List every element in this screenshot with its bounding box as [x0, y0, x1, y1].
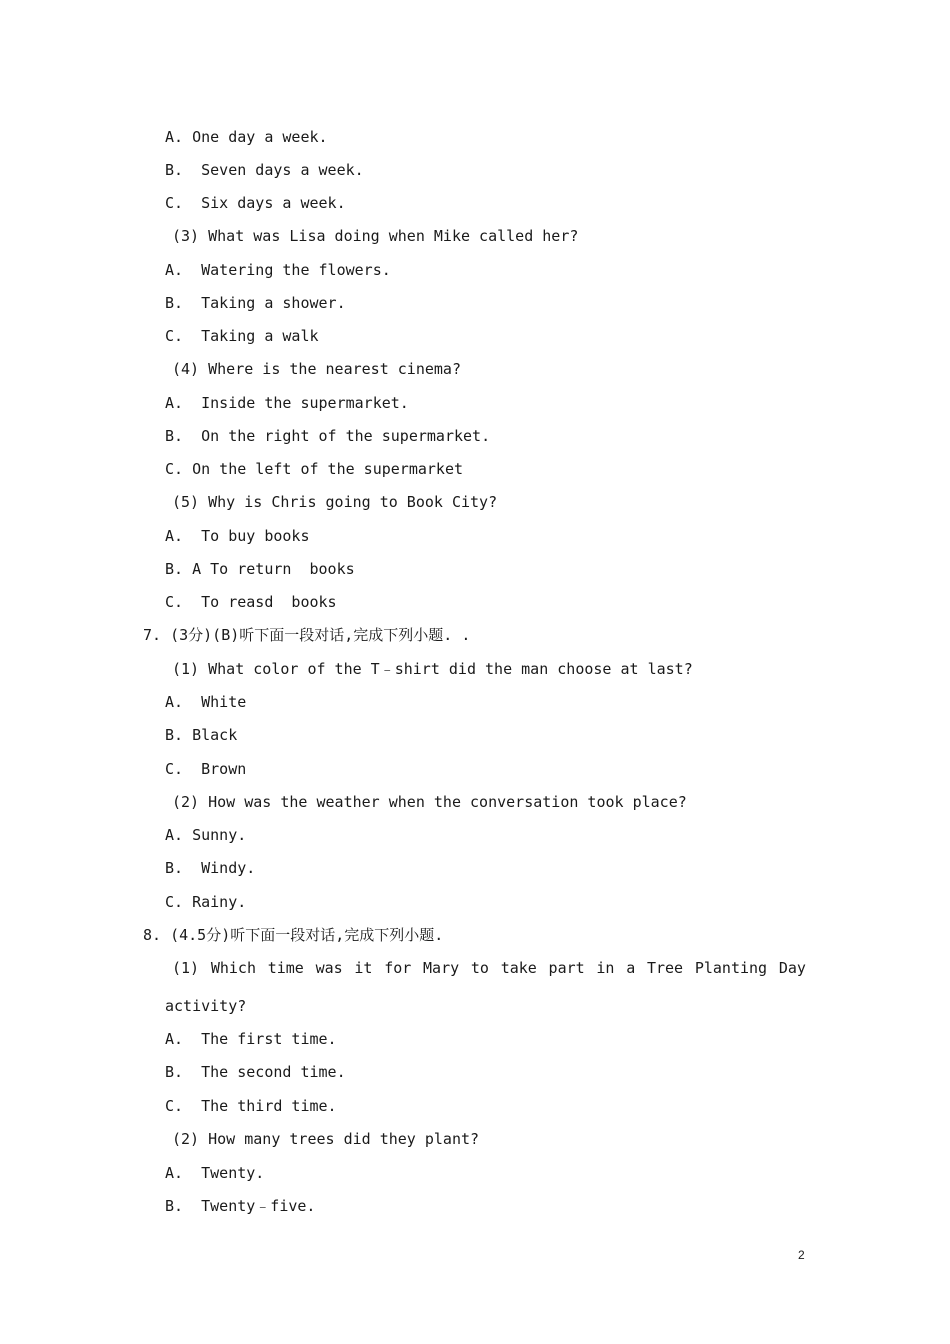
question-line: (4) Where is the nearest cinema?	[172, 360, 461, 378]
word: (1)	[172, 959, 200, 977]
word: Tree	[646, 959, 684, 977]
option-line: C. Rainy.	[165, 893, 247, 911]
question-line: (1) What color of the T﹣shirt did the man choose at last?	[172, 660, 693, 678]
option-line: A. Sunny.	[165, 826, 247, 844]
question-line-continued: activity?	[165, 997, 247, 1015]
option-line: B. Seven days a week.	[165, 161, 364, 179]
option-line: B. Windy.	[165, 859, 256, 877]
option-line: A. Watering the flowers.	[165, 261, 391, 279]
option-line: B. The second time.	[165, 1063, 346, 1081]
option-line: A. To buy books	[165, 527, 310, 545]
question-line: (3) What was Lisa doing when Mike called her?	[172, 227, 579, 245]
option-line: C. Brown	[165, 760, 247, 778]
option-line: A. Inside the supermarket.	[165, 394, 409, 412]
word: in	[596, 959, 615, 977]
word: to	[470, 959, 489, 977]
word: part	[548, 959, 585, 977]
word: take	[500, 959, 537, 977]
option-line: C. To reasd books	[165, 593, 337, 611]
question-line-justified	[172, 958, 806, 978]
option-line: C. On the left of the supermarket	[165, 460, 464, 478]
question-line: (2) How many trees did they plant?	[172, 1130, 480, 1148]
question-heading: 8. (4.5分)听下面一段对话,完成下列小题.	[143, 926, 444, 944]
word: was	[315, 959, 343, 977]
word: Mary	[423, 959, 460, 977]
option-line: B. Black	[165, 726, 238, 744]
word: it	[354, 959, 373, 977]
option-line: A. The first time.	[165, 1030, 337, 1048]
word: Which	[210, 959, 256, 977]
word: Planting	[694, 959, 768, 977]
page-number: 2	[798, 1248, 805, 1262]
question-line: (5) Why is Chris going to Book City?	[172, 493, 498, 511]
word: Day	[778, 959, 806, 977]
option-line: C. Taking a walk	[165, 327, 319, 345]
option-line: C. Six days a week.	[165, 194, 346, 212]
question-heading: 7. (3分)(B)听下面一段对话,完成下列小题. .	[143, 626, 471, 644]
option-line: A. Twenty.	[165, 1164, 265, 1182]
option-line: B. Twenty﹣five.	[165, 1197, 316, 1215]
option-line: B. On the right of the supermarket.	[165, 427, 491, 445]
option-line: C. The third time.	[165, 1097, 337, 1115]
word: a	[626, 959, 636, 977]
word: time	[267, 959, 304, 977]
option-line: B. Taking a shower.	[165, 294, 346, 312]
option-line: A. One day a week.	[165, 128, 328, 146]
question-line: (2) How was the weather when the conversation took place?	[172, 793, 687, 811]
option-line: A. White	[165, 693, 247, 711]
option-line: B. A To return books	[165, 560, 355, 578]
word: for	[384, 959, 412, 977]
